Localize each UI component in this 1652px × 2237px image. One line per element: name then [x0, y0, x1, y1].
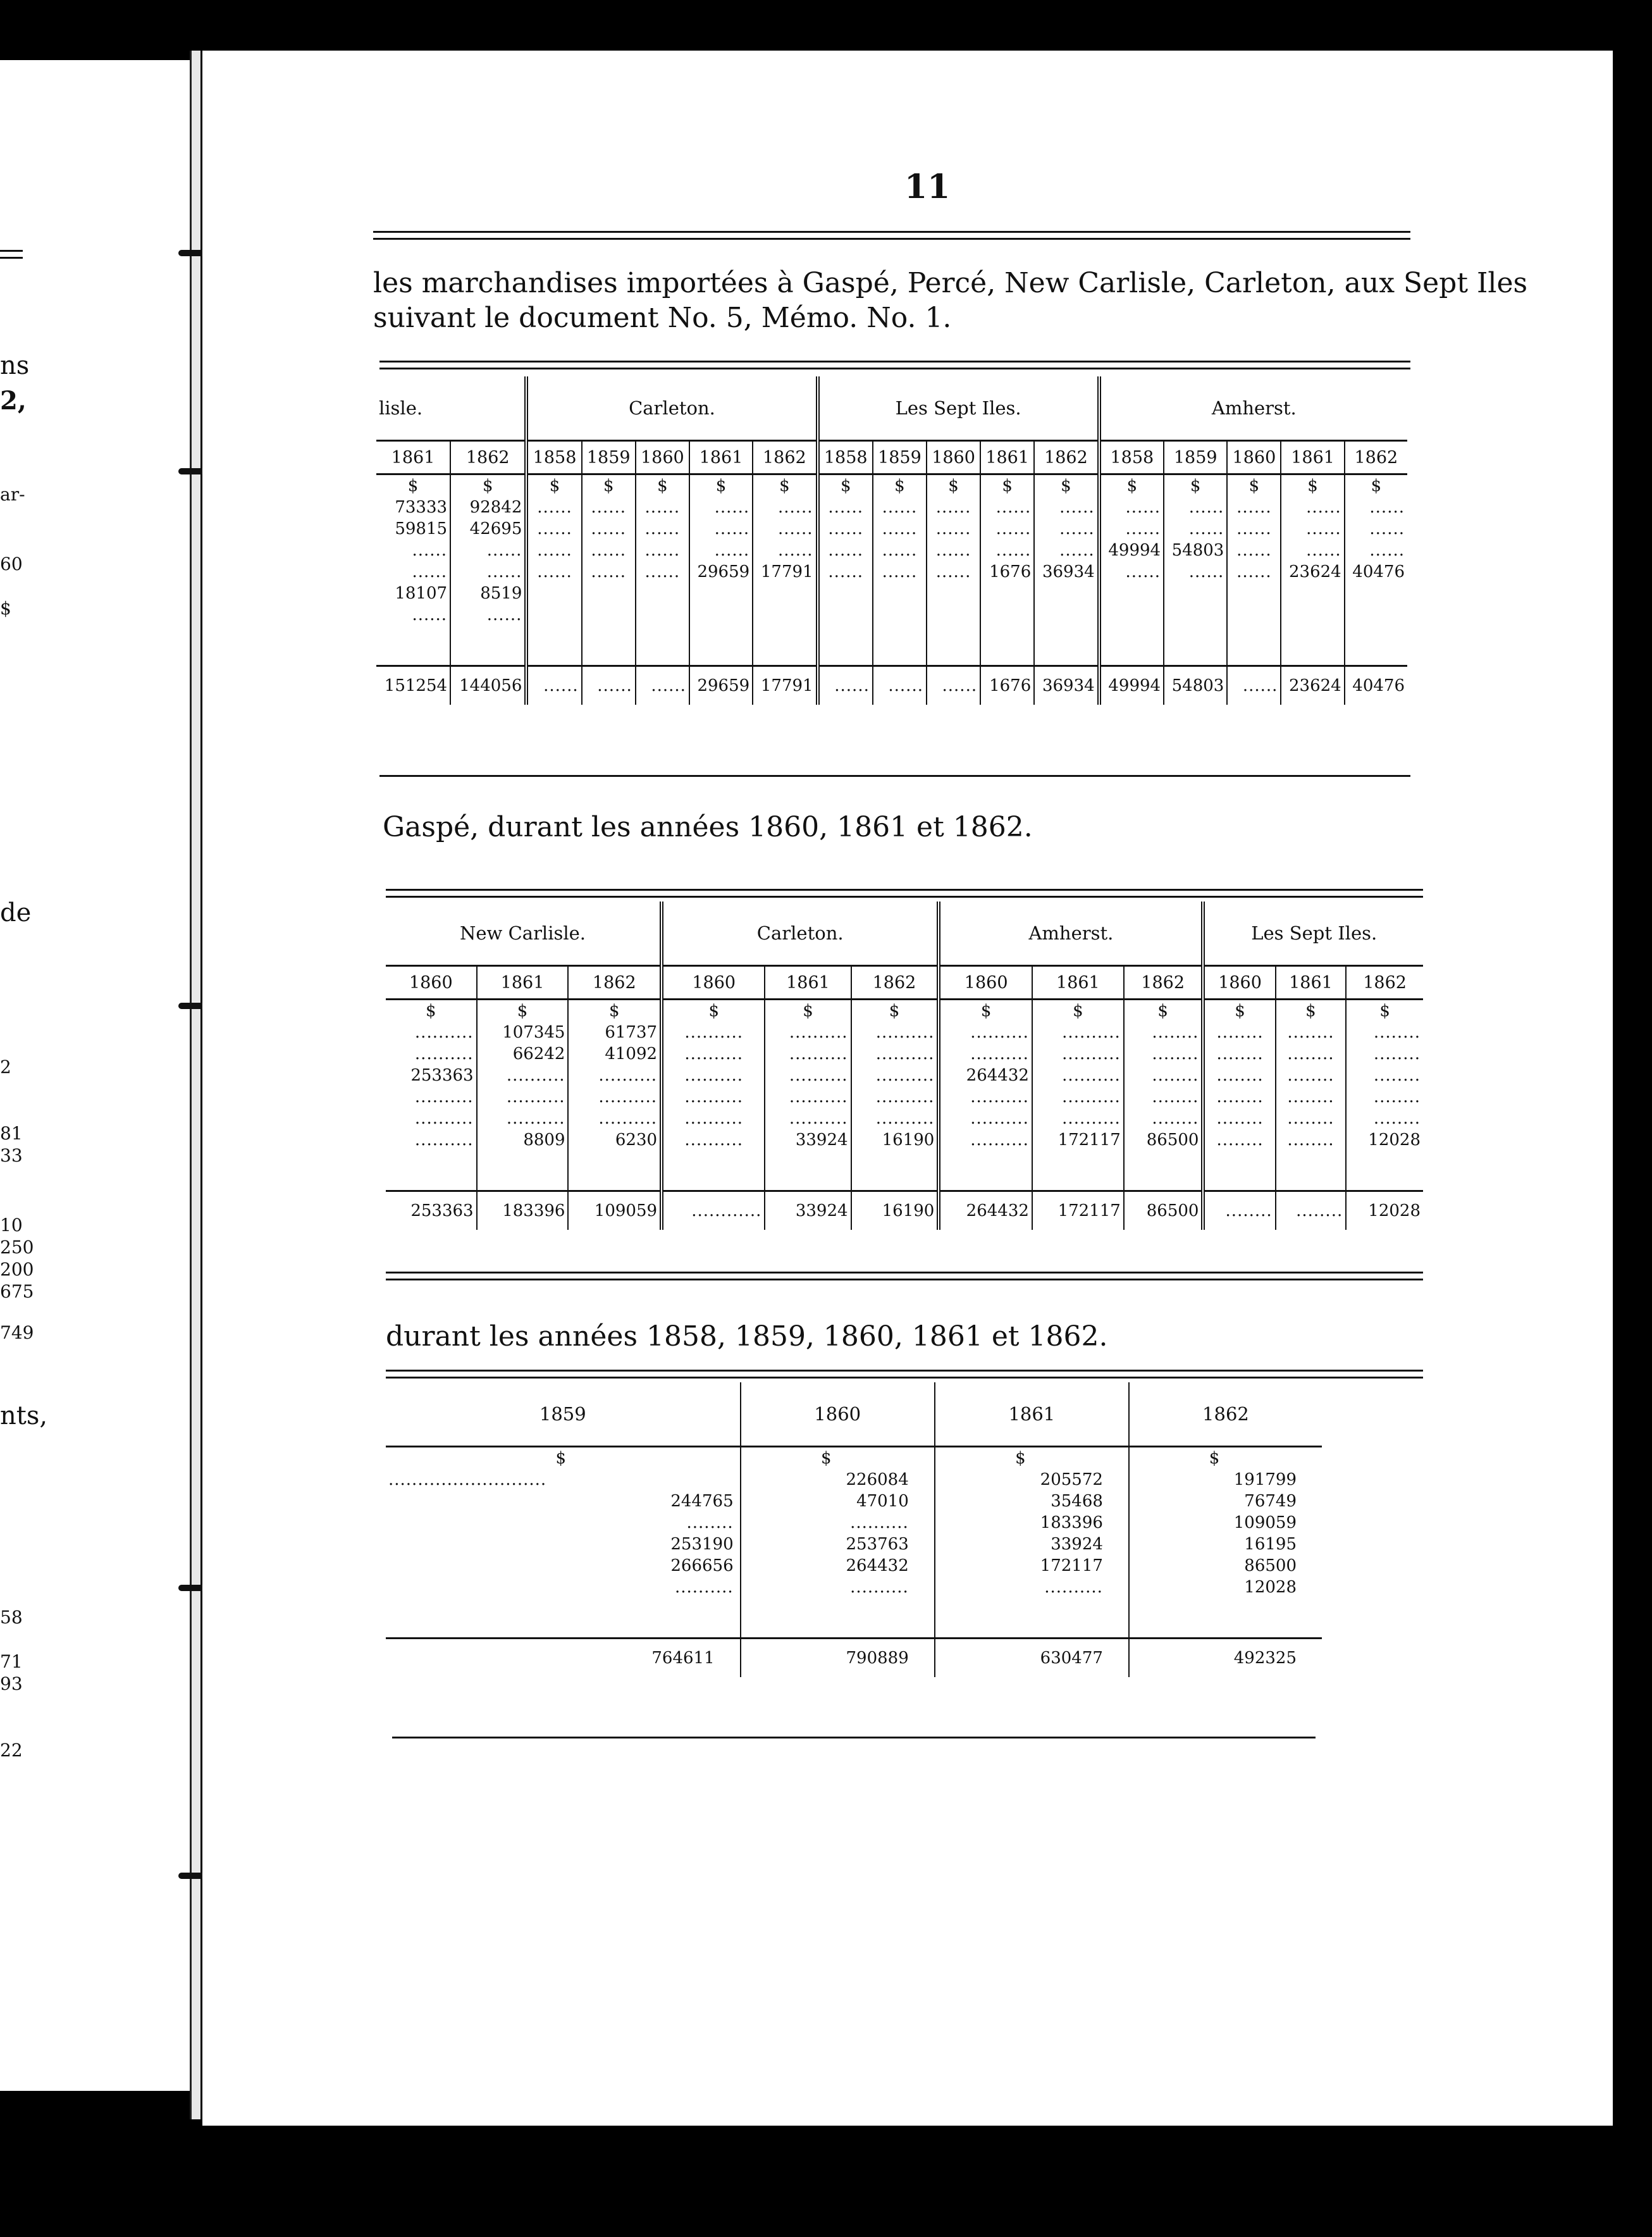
table2-top-rule: [386, 889, 1423, 898]
total-cell: 12028: [1346, 1191, 1423, 1230]
data-cell: $ ...... ...... ...... ......: [526, 474, 581, 666]
left-text: 71: [0, 1651, 23, 1672]
data-cell: $ .......... .......... .......... .......... .......... 16190: [851, 1000, 939, 1191]
data-cell: $ ...... ...... ...... ......: [818, 474, 873, 666]
left-text: 81: [0, 1123, 23, 1144]
total-cell: 144056: [450, 666, 526, 705]
total-cell: ......: [1227, 666, 1281, 705]
data-cell: $ 61737 41092 .......... .......... .......... 6230: [568, 1000, 662, 1191]
total-cell: 151254: [384, 676, 448, 695]
right-page: [202, 51, 1613, 2126]
data-cell: $ ........................... 244765 ........ 253190 266656 ..........: [386, 1447, 741, 1639]
year-header: 1859: [582, 441, 636, 474]
data-cell: $ 92842 42695 ...... ...... 8519 ......: [450, 474, 526, 666]
group-header: Les Sept Iles.: [818, 376, 1099, 441]
left-text: nts,: [0, 1401, 48, 1430]
left-text: 250: [0, 1237, 34, 1258]
total-cell: ........: [1276, 1191, 1347, 1230]
year-header: 1862: [568, 966, 662, 1000]
heading-1-line2: suivant le document No. 5, Mémo. No. 1.: [373, 302, 952, 334]
total-cell: 49994: [1099, 666, 1164, 705]
year-header: 1861: [1281, 441, 1344, 474]
total-cell: ............: [662, 1191, 765, 1230]
total-cell: 36934: [1034, 666, 1099, 705]
data-cell: $ 73333 59815 ...... ...... 18107 ......: [376, 474, 450, 666]
year-header: 1861: [1276, 966, 1347, 1000]
total-cell: 253363: [410, 1201, 474, 1220]
data-cell: $ ...... ...... ...... ......: [873, 474, 927, 666]
total-cell: ......: [927, 666, 980, 705]
year-header: 1858: [818, 441, 873, 474]
year-header: 1862: [1129, 1382, 1322, 1447]
year-header: 1859: [1164, 441, 1227, 474]
data-cell: $ ...... ...... ...... ......: [927, 474, 980, 666]
year-header: 1858: [526, 441, 581, 474]
heading-3: durant les années 1858, 1859, 1860, 1861 et 1862.: [386, 1320, 1108, 1353]
data-cell: $ ...... ...... ...... 40476: [1345, 474, 1407, 666]
total-cell: 183396: [477, 1191, 569, 1230]
year-header: 1861: [1032, 966, 1124, 1000]
year-header: 1860: [1203, 966, 1275, 1000]
total-cell: 264432: [939, 1191, 1032, 1230]
left-rule: [0, 250, 23, 259]
left-text: ns: [0, 351, 30, 380]
left-text: 2,: [0, 386, 27, 416]
left-text: 10: [0, 1215, 23, 1236]
group-header: Amherst.: [1099, 376, 1407, 441]
data-cell: $ ........ ........ ........ ........ ........ ........: [1203, 1000, 1275, 1191]
year-header: 1860: [939, 966, 1032, 1000]
left-text: 749: [0, 1322, 34, 1343]
page-number: 11: [904, 168, 951, 206]
total-cell: 630477: [935, 1639, 1129, 1678]
year-header: 1860: [386, 966, 477, 1000]
data-cell: $ ...... ...... ...... 23624: [1281, 474, 1344, 666]
year-header: 1860: [927, 441, 980, 474]
data-cell: $ ...... ...... ...... 17791: [753, 474, 817, 666]
left-text: 58: [0, 1607, 23, 1628]
group-header: New Carlisle.: [386, 902, 662, 966]
group-header: Amherst.: [939, 902, 1203, 966]
group-header: Les Sept Iles.: [1203, 902, 1423, 966]
total-cell: 16190: [851, 1191, 939, 1230]
group-header: lisle.: [376, 376, 526, 441]
table3-top-rule: [386, 1370, 1423, 1379]
total-cell: 33924: [765, 1191, 851, 1230]
left-text: 675: [0, 1281, 34, 1302]
year-header: 1860: [662, 966, 765, 1000]
data-cell: $ ...... ...... ...... 29659: [689, 474, 753, 666]
data-cell: $ ...... ...... ...... ......: [582, 474, 636, 666]
data-cell: $ 226084 47010 .......... 253763 264432 ..........: [741, 1447, 935, 1639]
total-cell: ......: [526, 666, 581, 705]
year-header: 1862: [1346, 966, 1423, 1000]
data-cell: $ ...... ...... 54803 ......: [1164, 474, 1227, 666]
data-cell: $ ...... ...... ...... 1676: [980, 474, 1034, 666]
left-text: $: [0, 598, 11, 619]
total-cell: ......: [636, 666, 689, 705]
table1-top-rule: [379, 361, 1410, 369]
data-cell: $ .......... .......... 253363 .......... .......... ..........: [386, 1000, 477, 1191]
total-cell: ........: [1203, 1191, 1275, 1230]
year-header: 1858: [1099, 441, 1164, 474]
left-text: 2: [0, 1057, 11, 1077]
left-text: 60: [0, 554, 23, 574]
left-text: ar-: [0, 484, 25, 505]
total-cell: 23624: [1281, 666, 1344, 705]
year-header: 1862: [753, 441, 817, 474]
data-cell: $ .......... .......... .......... .......... .......... ..........: [662, 1000, 765, 1191]
data-cell: $ ...... ...... ...... ......: [636, 474, 689, 666]
total-cell: 40476: [1345, 666, 1407, 705]
data-cell: $ ...... ...... ...... ......: [1227, 474, 1281, 666]
year-header: 1862: [1124, 966, 1204, 1000]
table-imports-summary: [386, 1382, 1322, 1677]
group-header: Carleton.: [662, 902, 939, 966]
year-header: 1861: [980, 441, 1034, 474]
year-header: 1861: [689, 441, 753, 474]
data-cell: $ ........ ........ ........ ........ ........ 12028: [1346, 1000, 1423, 1191]
year-header: 1862: [450, 441, 526, 474]
year-header: 1859: [873, 441, 927, 474]
total-cell: 764611: [651, 1649, 715, 1668]
left-text: 200: [0, 1259, 34, 1280]
year-header: 1861: [477, 966, 569, 1000]
left-text: 93: [0, 1673, 23, 1694]
left-text: 33: [0, 1145, 23, 1166]
total-cell: 109059: [568, 1191, 662, 1230]
data-cell: $ 205572 35468 183396 33924 172117 ..........: [935, 1447, 1129, 1639]
data-cell: $ 107345 66242 .......... .......... .......... 8809: [477, 1000, 569, 1191]
data-cell: $ 191799 76749 109059 16195 86500 12028: [1129, 1447, 1322, 1639]
total-cell: ......: [873, 666, 927, 705]
heading-2: Gaspé, durant les années 1860, 1861 et 1862.: [383, 811, 1033, 843]
total-cell: 54803: [1164, 666, 1227, 705]
data-cell: $ .......... .......... .......... .......... .......... 33924: [765, 1000, 851, 1191]
total-cell: ......: [818, 666, 873, 705]
year-header: 1859: [386, 1382, 741, 1447]
year-header: 1862: [1034, 441, 1099, 474]
left-text: de: [0, 898, 32, 927]
total-cell: 790889: [741, 1639, 935, 1678]
year-header: 1862: [851, 966, 939, 1000]
total-cell: 86500: [1124, 1191, 1204, 1230]
table2-bottom-rule: [386, 1272, 1423, 1280]
data-cell: $ .......... .......... .......... .......... .......... 172117: [1032, 1000, 1124, 1191]
data-cell: $ ........ ........ ........ ........ ........ 86500: [1124, 1000, 1204, 1191]
total-cell: 492325: [1129, 1639, 1322, 1678]
table1-bottom-rule: [379, 775, 1410, 777]
header-rule: [373, 231, 1410, 240]
data-cell: $ ........ ........ ........ ........ ........ ........: [1276, 1000, 1347, 1191]
year-header: 1861: [935, 1382, 1129, 1447]
group-header: Carleton.: [526, 376, 817, 441]
data-cell: $ .......... .......... 264432 .......... .......... ..........: [939, 1000, 1032, 1191]
table3-bottom-rule: [392, 1737, 1316, 1738]
year-header: 1862: [1345, 441, 1407, 474]
book-spine: [190, 51, 200, 2119]
total-cell: 172117: [1032, 1191, 1124, 1230]
table-imports-1858-1862: [376, 376, 1407, 705]
table-imports-1860-1862: [386, 902, 1423, 1230]
heading-1-line1: les marchandises importées à Gaspé, Percé, New Carlisle, Carleton, aux Sept Iles: [373, 267, 1528, 299]
year-header: 1861: [376, 441, 450, 474]
total-cell: 29659: [689, 666, 753, 705]
data-cell: $ ...... ...... 49994 ......: [1099, 474, 1164, 666]
total-cell: 17791: [753, 666, 817, 705]
left-page-fragment: [0, 60, 190, 2091]
year-header: 1861: [765, 966, 851, 1000]
total-cell: 1676: [980, 666, 1034, 705]
year-header: 1860: [741, 1382, 935, 1447]
year-header: 1860: [1227, 441, 1281, 474]
data-cell: $ ...... ...... ...... 36934: [1034, 474, 1099, 666]
left-text: 22: [0, 1740, 23, 1761]
year-header: 1860: [636, 441, 689, 474]
total-cell: ......: [582, 666, 636, 705]
